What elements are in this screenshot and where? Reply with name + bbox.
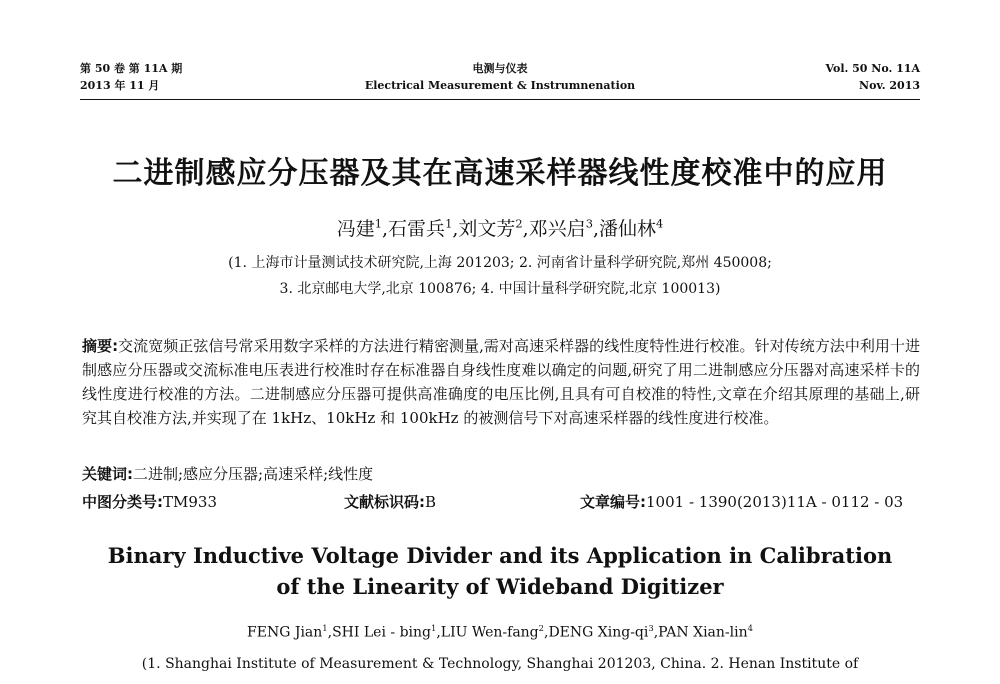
journal-name: [80, 60, 920, 94]
keywords: [82, 462, 920, 486]
clc-number: [82, 490, 217, 514]
author-affiliation-mark: 3: [648, 623, 654, 633]
affiliation-line: 3. 北京邮电大学,北京 100876; 4. 中国计量科学研究院,北京 100013): [279, 281, 721, 297]
paper-title-en: [0, 540, 1000, 602]
author-name: 刘文芳: [458, 218, 516, 240]
classification-line: [82, 490, 920, 514]
author-name: 邓兴启: [528, 218, 586, 240]
volume-issue-en: [825, 60, 920, 94]
journal-name-cn: 电测与仪表: [472, 62, 528, 75]
header-divider: [80, 99, 920, 100]
article-number-label: 文章编号:: [580, 493, 646, 511]
author-affiliation-mark: 4: [656, 216, 664, 231]
running-header: [80, 60, 920, 100]
author-affiliation-mark: 1: [430, 623, 437, 633]
abstract: [82, 334, 920, 430]
author-affiliation-mark: 1: [445, 216, 453, 231]
keywords-text: 二进制;感应分压器;高速采样;线性度: [133, 465, 374, 483]
keywords-label: 关键词:: [82, 465, 133, 483]
author-affiliation-mark: 3: [585, 216, 593, 231]
author-name-en: FENG Jian: [247, 624, 323, 641]
author-affiliation-mark: 1: [322, 623, 328, 633]
document-code-value: B: [425, 493, 437, 511]
author-name-en: PAN Xian-lin: [658, 624, 748, 641]
abstract-label: 摘要:: [82, 337, 119, 355]
author-name-en: DENG Xing-qi: [548, 624, 649, 641]
author-name-en: SHI Lei - bing: [332, 624, 431, 641]
author-name: 冯建: [336, 218, 375, 240]
abstract-text: 交流宽频正弦信号常采用数字采样的方法进行精密测量,需对高速采样器的线性度特性进行校准。针对传统方法中利用十进制感应分压器或交流标准电压表进行校准时存在标准器自身线性度难以确定的问题,研究了用二进制感应分压器对高速采样卡的线性度进行校准的方法。二进制感应分压器可提供高准确度的电压比例,且具有可自校准的特性,文章在介绍其原理的基础上,研究其自校准方法,并实现了在 1kHz、10kHz 和 100kHz 的被测信号下对高速采样器的线性度进行校准。: [82, 337, 920, 427]
date-en: Nov. 2013: [859, 79, 920, 92]
author-name: 潘仙林: [598, 218, 656, 240]
author-affiliation-mark: 4: [747, 623, 753, 633]
author-list-en: FENG Jian$^1$,SHI Lei - bing$^1$,LIU Wen-fang$^2$,DENG Xing-$qi^3,PAN$ Xian-lin$^4$: [247, 623, 753, 641]
paper-title-cn: 二进制感应分压器及其在高速采样器线性度校准中的应用: [112, 156, 888, 191]
document-code-label: 文献标识码:: [344, 493, 425, 511]
year-month-cn: 2013 年 11 月: [80, 79, 160, 92]
article-number-value: 1001 - 1390(2013)11A - 0112 - 03: [646, 493, 904, 511]
affiliation-line: (1. 上海市计量测试技术研究院,上海 201203; 2. 河南省计量科学研究院,郑州 450008;: [228, 255, 772, 271]
article-number: [580, 490, 903, 514]
affiliations-en: (1. Shanghai Institute of Measurement & Technology, Shanghai 201203, China. 2. Henan Institute of: [141, 656, 859, 672]
author-name-en: LIU Wen-fang: [440, 624, 539, 641]
author-affiliation-mark: 2: [515, 216, 523, 231]
author-list-cn: 冯建$^1$,石雷兵$^1$,刘文芳$^2$,邓兴启$^3$,潘仙林$^4$: [336, 216, 664, 240]
author-affiliation-mark: 1: [374, 216, 382, 231]
volume-number-en: Vol. 50 No. 11A: [825, 62, 920, 75]
affiliations-cn: [0, 250, 1000, 302]
author-name: 石雷兵: [388, 218, 446, 240]
title-en-line: of the Linearity of Wideband Digitizer: [276, 574, 724, 599]
clc-value: TM933: [163, 493, 217, 511]
document-code: [344, 490, 436, 514]
author-affiliation-mark: 2: [538, 623, 544, 633]
journal-name-en: Electrical Measurement & Instrumnenation: [364, 79, 636, 92]
title-en-line: Binary Inductive Voltage Divider and its Application in Calibration: [107, 543, 893, 568]
clc-label: 中图分类号:: [82, 493, 163, 511]
volume-issue-cn: 第 50 卷 第 11A 期: [80, 62, 183, 75]
